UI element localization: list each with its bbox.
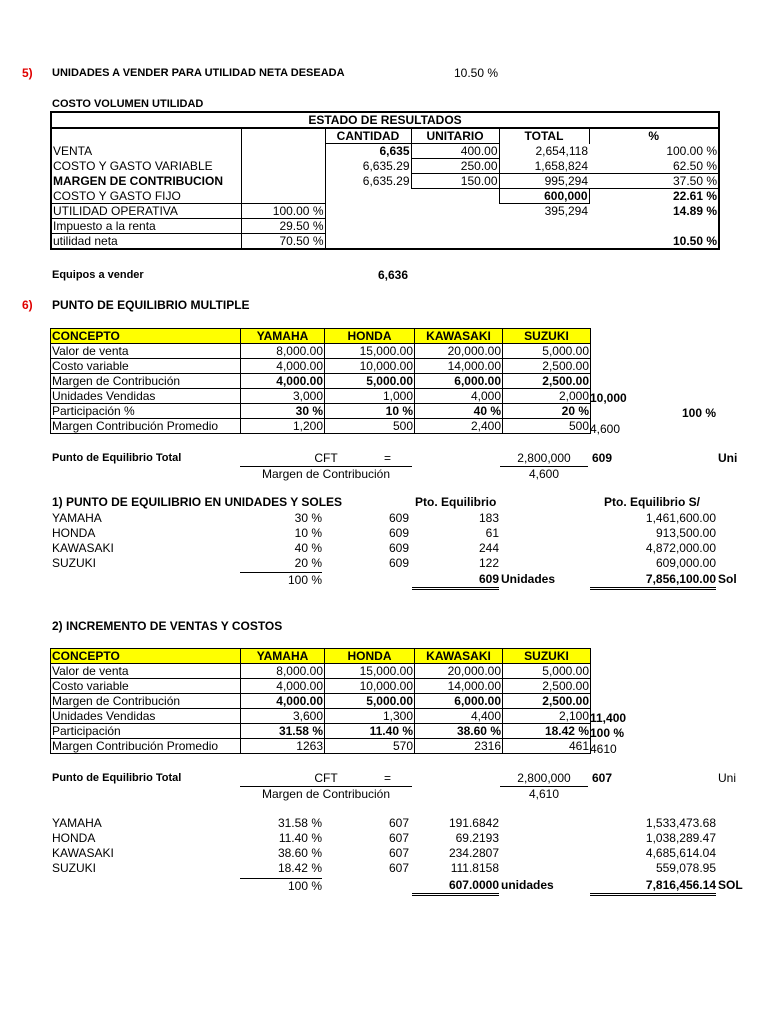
- brand-name: KAWASAKI: [52, 846, 114, 860]
- section-title: UNIDADES A VENDER PARA UTILIDAD NETA DESEADA: [52, 67, 345, 79]
- row-total: 4,600: [590, 422, 621, 436]
- value-cell: 5,000.00: [503, 344, 591, 359]
- brand-units: 61: [485, 526, 499, 540]
- value-cell: 30 %: [241, 404, 325, 419]
- brand-units: 191.6842: [448, 816, 499, 830]
- value-cell: 3,000: [241, 389, 325, 404]
- col-header: CANTIDAD: [336, 129, 400, 143]
- part2-total-pct: 100 %: [240, 878, 322, 894]
- pe-result: 607: [592, 771, 613, 785]
- row-label: Unidades Vendidas: [51, 389, 241, 404]
- value-cell: 15,000.00: [325, 344, 415, 359]
- value-cell: 2,500.00: [503, 359, 591, 374]
- table-row: [51, 374, 591, 389]
- value-cell: 461: [503, 739, 591, 754]
- row-total: 100 %: [590, 726, 625, 740]
- equipos-label: Equipos a vender: [52, 269, 144, 281]
- row-label: Participación: [51, 724, 241, 739]
- header-cell: CONCEPTO: [51, 329, 241, 344]
- statement-row: [51, 204, 719, 219]
- brand-soles: 1,461,600.00: [645, 511, 716, 525]
- table-row: [51, 739, 591, 754]
- pe-numerator: 2,800,000: [517, 771, 571, 785]
- value-cell: 18.42 %: [503, 724, 591, 739]
- col-header: %: [589, 128, 719, 144]
- table-row: [51, 709, 591, 724]
- value-cell: 1,300: [325, 709, 415, 724]
- pe-unit: Uni: [718, 771, 737, 785]
- value-cell: 2,500.00: [503, 679, 591, 694]
- part1-units-label: Unidades: [501, 572, 556, 586]
- brand-pe: 609: [388, 526, 409, 540]
- quantity: [325, 219, 411, 234]
- header-cell: YAMAHA: [241, 649, 325, 664]
- row-label: MARGEN DE CONTRIBUCION: [51, 174, 241, 189]
- row-percent: 100.00 %: [241, 204, 325, 219]
- brand-pe: 609: [388, 556, 409, 570]
- value-cell: 4,000.00: [241, 694, 325, 709]
- header-cell: SUZUKI: [503, 649, 591, 664]
- value-cell: 6,000.00: [415, 374, 503, 389]
- row-label: Costo variable: [51, 679, 241, 694]
- table-header: [51, 649, 591, 664]
- brand-pe: 609: [388, 511, 409, 525]
- brand-units: 111.8158: [450, 861, 499, 875]
- header-cell: HONDA: [325, 649, 415, 664]
- pe-mc-label: Margen de Contribución: [240, 466, 412, 482]
- part1-soles-label: Sol: [718, 572, 737, 586]
- row-label: Margen de Contribución: [51, 374, 241, 389]
- total: [499, 234, 589, 250]
- value-cell: 4,000.00: [241, 374, 325, 389]
- value-cell: 5,000.00: [325, 694, 415, 709]
- value-cell: 14,000.00: [415, 359, 503, 374]
- header-cell: KAWASAKI: [415, 649, 503, 664]
- statement-header: ESTADO DE RESULTADOS: [51, 112, 719, 128]
- value-cell: 4,400: [415, 709, 503, 724]
- table-row: [51, 359, 591, 374]
- brand-name: YAMAHA: [52, 816, 102, 830]
- row-total: 4610: [590, 742, 617, 756]
- value-cell: 500: [503, 419, 591, 434]
- table-row: [51, 664, 591, 679]
- value-cell: 10,000.00: [325, 679, 415, 694]
- row-pct: 37.50 %: [589, 174, 719, 189]
- header-cell: CONCEPTO: [51, 649, 241, 664]
- unit-value: 250.00: [411, 159, 499, 174]
- unit-value: [411, 234, 499, 250]
- part2-soles-label: SOL: [718, 878, 743, 892]
- pe-cft: CFT: [314, 771, 338, 785]
- statement-row: [51, 234, 719, 250]
- row-total: 10,000: [590, 391, 627, 405]
- part1-header-soles: Pto. Equilibrio S/: [604, 495, 700, 509]
- value-cell: 4,000.00: [241, 359, 325, 374]
- pe-total-label: Punto de Equilibrio Total: [52, 772, 182, 784]
- part1-header-units: Pto. Equilibrio: [415, 495, 497, 509]
- header-cell: YAMAHA: [241, 329, 325, 344]
- row-pct: [589, 219, 719, 234]
- row-percent: 29.50 %: [241, 219, 325, 234]
- quantity: 6,635: [325, 144, 411, 159]
- statement-row: [51, 189, 719, 204]
- brand-pct: 30 %: [294, 511, 322, 525]
- section-title: PUNTO DE EQUILIBRIO MULTIPLE: [52, 298, 250, 312]
- income-statement-table: [50, 111, 720, 250]
- value-cell: 20,000.00: [415, 664, 503, 679]
- pe-result: 609: [592, 451, 613, 465]
- table-row: [51, 404, 591, 419]
- row-total: 11,400: [590, 711, 627, 725]
- brand-name: HONDA: [52, 831, 96, 845]
- value-cell: 500: [325, 419, 415, 434]
- unit-value: 400.00: [411, 144, 499, 159]
- target-percent: 10.50 %: [454, 66, 499, 80]
- value-cell: 10 %: [325, 404, 415, 419]
- pe-total-label: Punto de Equilibrio Total: [52, 452, 182, 464]
- table-row: [51, 389, 591, 404]
- row-pct: 100.00 %: [666, 144, 718, 158]
- section-number: 5): [22, 66, 33, 80]
- concept-table-2: [50, 648, 591, 754]
- value-cell: 1,000: [325, 389, 415, 404]
- brand-units: 234.2807: [448, 846, 499, 860]
- value-cell: 2316: [415, 739, 503, 754]
- table-header: [51, 329, 591, 344]
- header-cell: HONDA: [325, 329, 415, 344]
- total: 2,654,118: [535, 144, 588, 158]
- brand-soles: 1,533,473.68: [645, 816, 716, 830]
- quantity: 6,635.29: [325, 174, 411, 189]
- row-label: COSTO Y GASTO VARIABLE: [51, 159, 241, 174]
- row-label: COSTO Y GASTO FIJO: [51, 189, 241, 204]
- brand-pe: 607: [388, 846, 409, 860]
- brand-soles: 559,078.95: [655, 861, 716, 875]
- value-cell: 38.60 %: [415, 724, 503, 739]
- concept-table: [50, 328, 591, 434]
- pe-equals: =: [384, 771, 392, 785]
- row-pct: 14.89 %: [672, 204, 718, 218]
- brand-units: 183: [478, 511, 499, 525]
- row-percent: [241, 189, 325, 204]
- section-title: 2) INCREMENTO DE VENTAS Y COSTOS: [52, 619, 283, 633]
- row-label: UTILIDAD OPERATIVA: [51, 204, 241, 219]
- value-cell: 15,000.00: [325, 664, 415, 679]
- table-row: [51, 419, 591, 434]
- row-total-pct: 100 %: [681, 406, 716, 420]
- row-pct: 10.50 %: [672, 233, 718, 248]
- brand-pe: 607: [388, 861, 409, 875]
- brand-pct: 38.60 %: [277, 846, 322, 860]
- row-label: utilidad neta: [51, 234, 241, 250]
- brand-name: HONDA: [52, 526, 96, 540]
- quantity: [325, 234, 411, 250]
- part2-units-label: unidades: [501, 878, 554, 892]
- pe-mc-label: Margen de Contribución: [240, 786, 412, 802]
- value-cell: 2,400: [415, 419, 503, 434]
- total: 995,294: [499, 174, 589, 189]
- row-percent: [241, 174, 325, 189]
- part2-total-soles: 7,816,456.14: [590, 878, 716, 896]
- unit-value: 150.00: [411, 174, 499, 189]
- value-cell: 2,500.00: [503, 694, 591, 709]
- row-label: Margen Contribución Promedio: [51, 739, 241, 754]
- value-cell: 1263: [241, 739, 325, 754]
- row-label: Impuesto a la renta: [51, 219, 241, 234]
- brand-name: KAWASAKI: [52, 541, 114, 555]
- brand-name: SUZUKI: [52, 861, 97, 875]
- brand-pct: 10 %: [294, 526, 322, 540]
- unit-value: [411, 189, 499, 204]
- value-cell: 40 %: [415, 404, 503, 419]
- total: [499, 219, 589, 234]
- value-cell: 11.40 %: [325, 724, 415, 739]
- pe-denominator: 4,610: [500, 786, 588, 802]
- value-cell: 20 %: [503, 404, 591, 419]
- row-label: Valor de venta: [51, 344, 241, 359]
- table-row: [51, 679, 591, 694]
- value-cell: 4,000: [415, 389, 503, 404]
- value-cell: 8,000.00: [241, 344, 325, 359]
- quantity: [325, 189, 411, 204]
- brand-pct: 20 %: [294, 556, 322, 570]
- row-label: Valor de venta: [51, 664, 241, 679]
- brand-pe: 607: [388, 816, 409, 830]
- value-cell: 4,000.00: [241, 679, 325, 694]
- brand-units: 244: [478, 541, 499, 555]
- value-cell: 10,000.00: [325, 359, 415, 374]
- brand-units: 69.2193: [455, 831, 499, 845]
- row-label: VENTA: [51, 144, 241, 159]
- part1-total-pct: 100 %: [240, 572, 322, 588]
- brand-pct: 40 %: [294, 541, 322, 555]
- header-cell: SUZUKI: [503, 329, 591, 344]
- value-cell: 3,600: [241, 709, 325, 724]
- part1-total-units: 609: [412, 572, 499, 590]
- brand-pe: 609: [388, 541, 409, 555]
- brand-pct: 18.42 %: [277, 861, 322, 875]
- brand-soles: 609,000.00: [655, 556, 716, 570]
- pe-unit: Uni: [718, 451, 738, 465]
- table-row: [51, 694, 591, 709]
- brand-name: SUZUKI: [52, 556, 97, 570]
- value-cell: 5,000.00: [325, 374, 415, 389]
- section-number: 6): [22, 298, 33, 312]
- brand-pe: 607: [388, 831, 409, 845]
- table-row: [51, 724, 591, 739]
- value-cell: 8,000.00: [241, 664, 325, 679]
- row-pct: 62.50 %: [672, 158, 718, 173]
- value-cell: 14,000.00: [415, 679, 503, 694]
- header-cell: KAWASAKI: [415, 329, 503, 344]
- value-cell: 5,000.00: [503, 664, 591, 679]
- col-header: TOTAL: [524, 129, 564, 144]
- row-label: Costo variable: [51, 359, 241, 374]
- pe-numerator: 2,800,000: [517, 451, 571, 465]
- row-label: Participación %: [51, 404, 241, 419]
- row-label: Unidades Vendidas: [51, 709, 241, 724]
- row-pct: 22.61 %: [589, 189, 719, 204]
- pe-denominator: 4,600: [500, 466, 588, 482]
- brand-pct: 31.58 %: [277, 816, 322, 830]
- statement-row: [51, 159, 719, 174]
- unit-value: [411, 219, 499, 234]
- value-cell: 6,000.00: [415, 694, 503, 709]
- total: 395,294: [544, 204, 588, 219]
- quantity: 6,635.29: [325, 159, 411, 174]
- value-cell: 2,500.00: [503, 374, 591, 389]
- row-percent: 70.50 %: [241, 234, 325, 250]
- value-cell: 2,100: [503, 709, 591, 724]
- brand-name: YAMAHA: [52, 511, 102, 525]
- value-cell: 1,200: [241, 419, 325, 434]
- row-label: Margen Contribución Promedio: [51, 419, 241, 434]
- part1-title: 1) PUNTO DE EQUILIBRIO EN UNIDADES Y SOLES: [52, 495, 343, 509]
- value-cell: 31.58 %: [241, 724, 325, 739]
- total: 600,000: [499, 189, 589, 204]
- row-percent: [241, 159, 325, 174]
- unit-value: [411, 204, 499, 219]
- statement-row: [51, 219, 719, 234]
- brand-units: 122: [478, 556, 499, 570]
- statement-row: [51, 174, 719, 189]
- total: 1,658,824: [534, 158, 588, 173]
- table-row: [51, 344, 591, 359]
- part1-total-soles: 7,856,100.00: [590, 572, 716, 590]
- brand-soles: 913,500.00: [655, 526, 716, 540]
- part2-total-units: 607.0000: [412, 878, 499, 896]
- row-label: Margen de Contribución: [51, 694, 241, 709]
- brand-soles: 4,685,614.04: [645, 846, 716, 860]
- statement-row: [51, 144, 719, 159]
- brand-pct: 11.40 %: [278, 831, 322, 845]
- row-percent: [241, 144, 325, 159]
- subtitle: COSTO VOLUMEN UTILIDAD: [52, 98, 204, 110]
- brand-soles: 1,038,289.47: [645, 831, 716, 845]
- pe-cft: CFT: [314, 451, 338, 465]
- pe-equals: =: [384, 451, 392, 465]
- value-cell: 570: [325, 739, 415, 754]
- col-header: UNITARIO: [411, 128, 499, 144]
- value-cell: 20,000.00: [415, 344, 503, 359]
- equipos-value: 6,636: [378, 268, 409, 282]
- quantity: [325, 204, 411, 219]
- brand-soles: 4,872,000.00: [645, 541, 716, 555]
- value-cell: 2,000: [503, 389, 591, 404]
